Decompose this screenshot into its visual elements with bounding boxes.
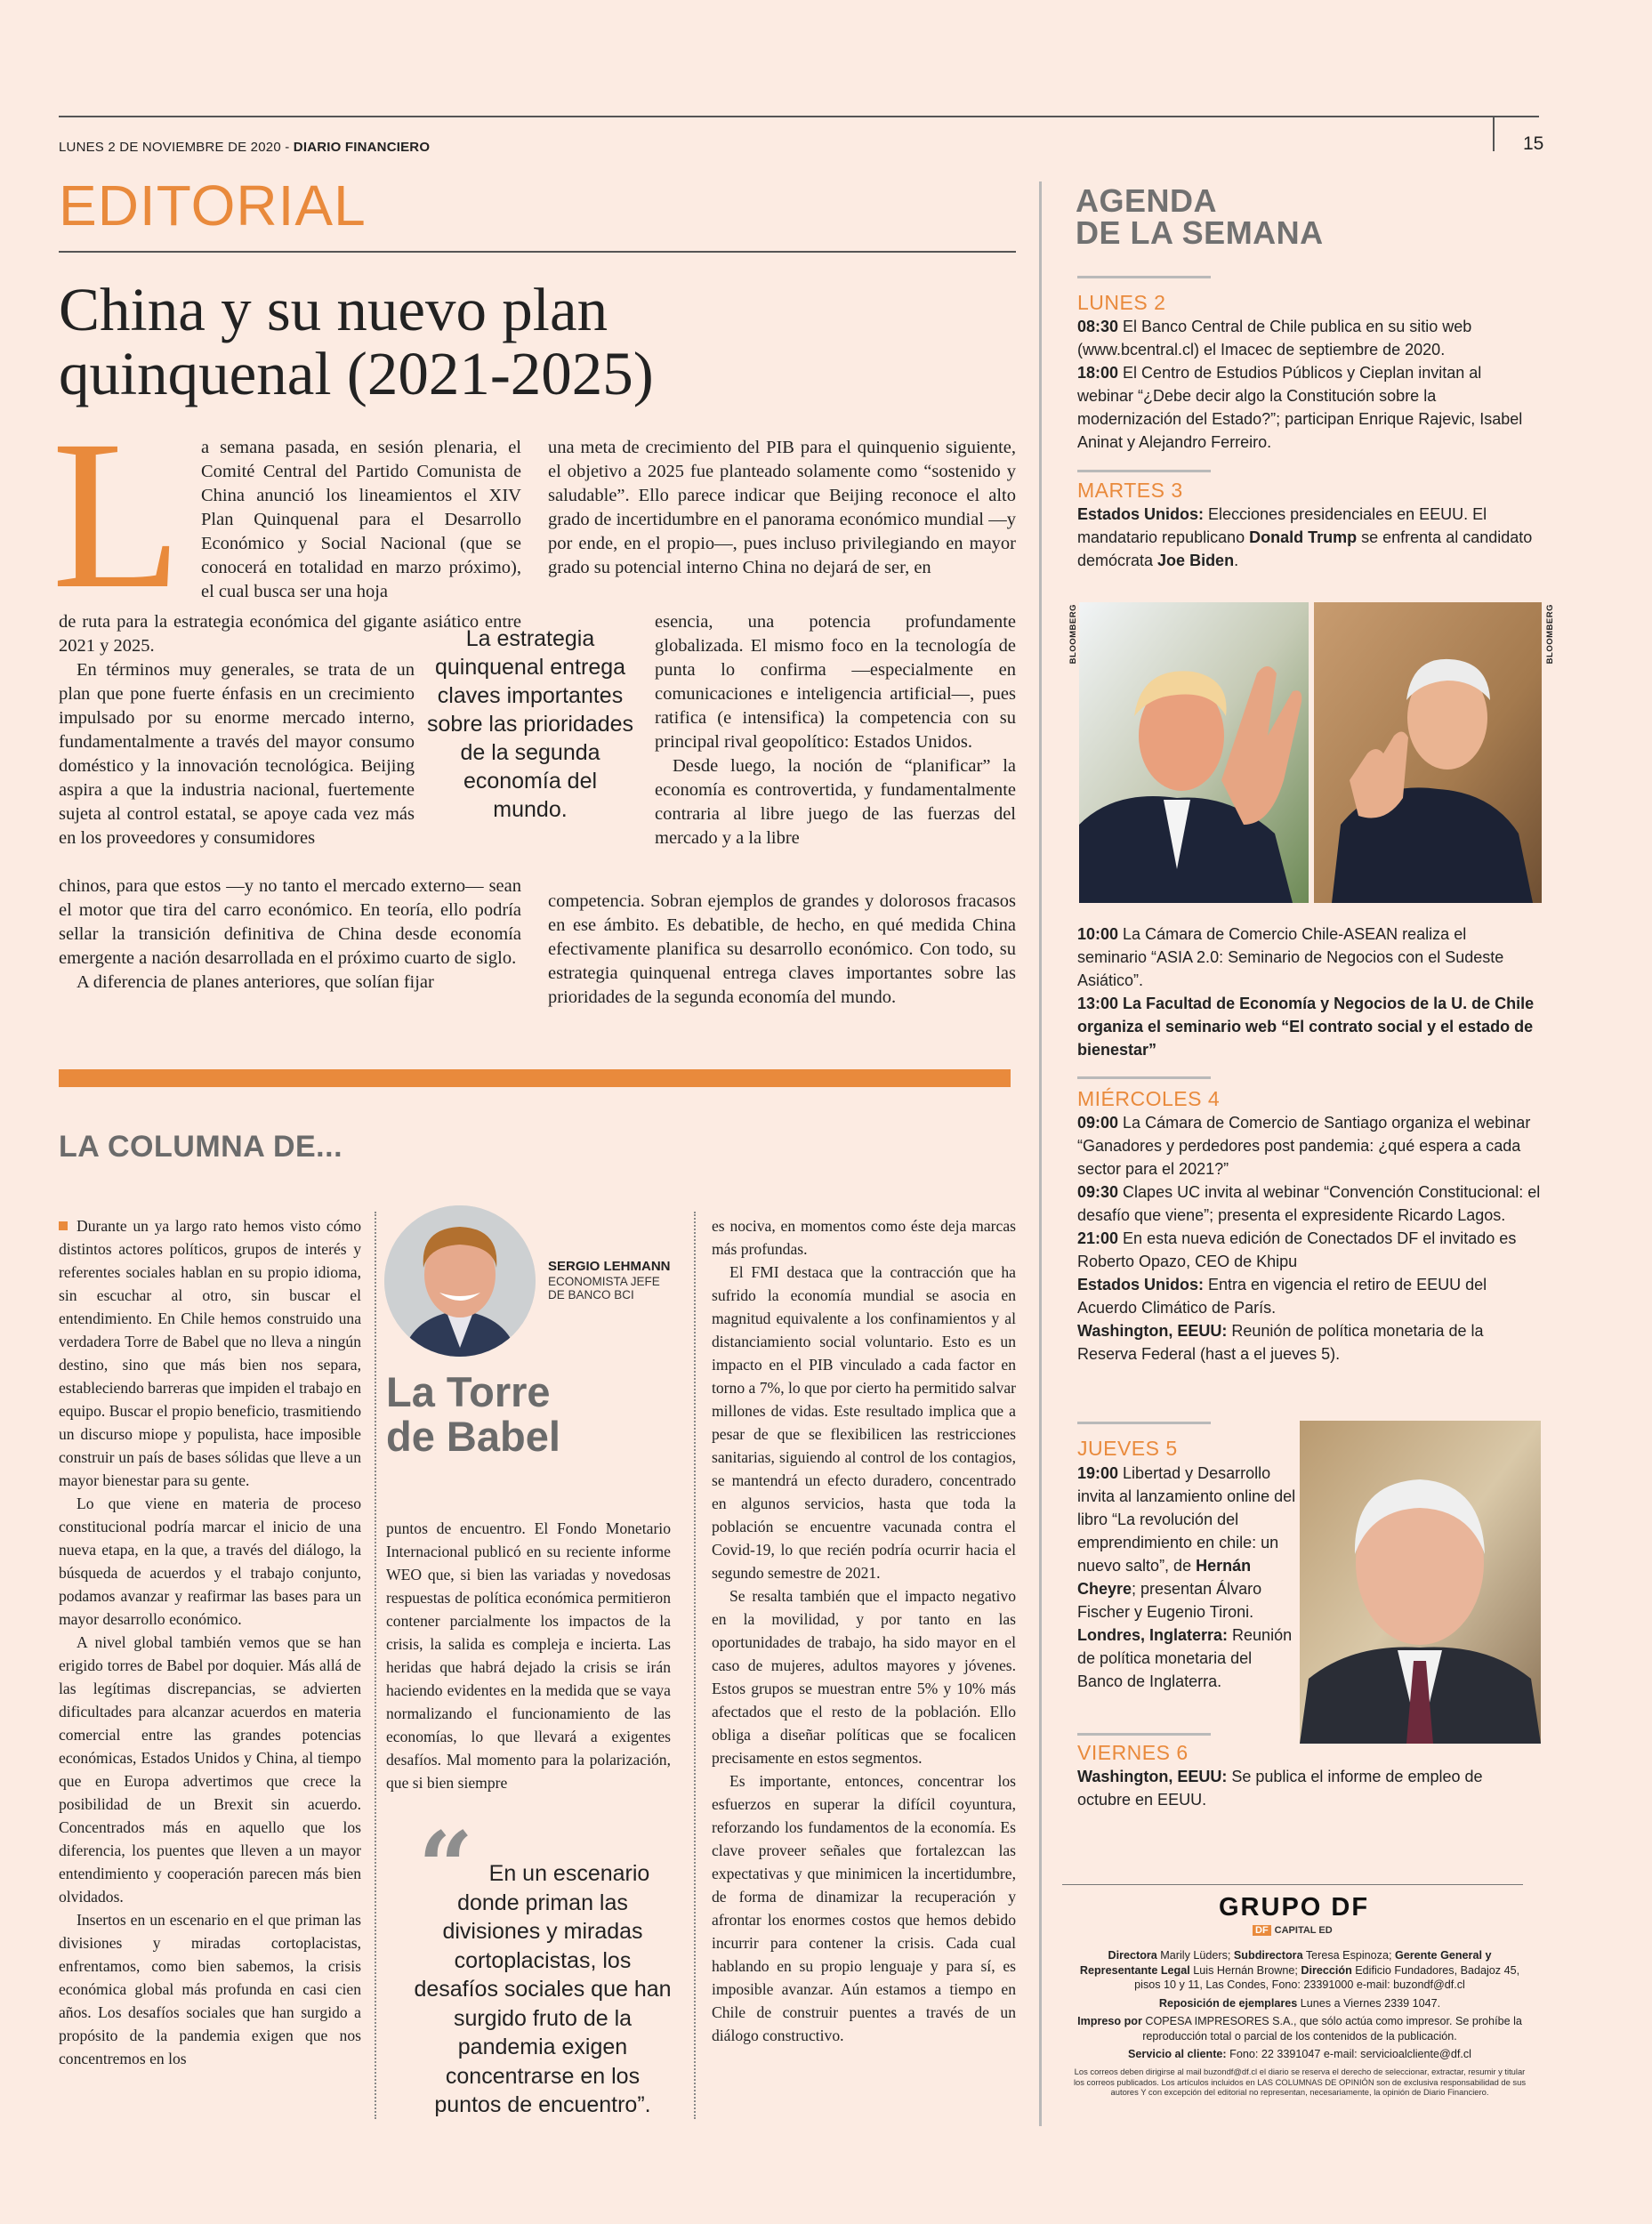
agenda-time: 13:00 <box>1077 995 1119 1012</box>
staff-line <box>1073 2014 1527 2043</box>
agenda-entry <box>1077 503 1540 572</box>
editorial-text-2c <box>548 890 1016 1010</box>
editorial-text-2a <box>548 436 1016 580</box>
agenda-entries-martes-2 <box>1077 923 1540 1061</box>
column-title-line-1: La Torre <box>386 1368 551 1415</box>
staff-rule <box>1062 1884 1523 1885</box>
paragraph: competencia. Sobran ejemplos de grandes y dolorosos fracasos en ese ámbito. Es debatible, de hecho, en qué medida China efectivamente planifica su desarrollo económico. Con todo, su estrategia quinquenal entrega claves importantes sobre las prioridades de la segunda economía del mundo. <box>548 891 1016 1007</box>
section-label-editorial: EDITORIAL <box>59 173 367 238</box>
fine-print: Los correos deben dirigirse al mail buzondf@df.cl el diario se reserva el derecho de seleccionar, extractar, resumir y titular los correos publicados. Los artículos incluidos en LAS COLUMNAS DE OPINIÓN son de exclusiva responsabilidad de sus autores Y con excepción del editorial no representan, necesariamente, la opinión de Diario Financiero. <box>1073 2067 1527 2097</box>
staff-fine-print <box>1073 2067 1527 2098</box>
staff-line <box>1073 2047 1527 2062</box>
paragraph: esencia, una potencia profundamente globalizada. El mismo foco en la tecnología de punta lo confirma —especialmente en comunicaciones e inteligencia artificial—, pues ratifica (e intensifica) la competencia con su principal rival geopolítico: Estados Unidos. <box>655 612 1016 752</box>
agenda-day-martes: MARTES 3 <box>1077 479 1183 502</box>
staff-label: Impreso por <box>1077 2015 1142 2027</box>
agenda-text: ; presentan Álvaro Fischer y Eugenio Tironi. <box>1077 1580 1262 1621</box>
paragraph: Se resalta también que el impacto negativo en la movilidad, y por tanto en las oportunidades de trabajo, ha sido mayor en el caso de mujeres, adultos mayores y jóvenes. Estos grupos se muestran entre 5% y 10% más afectados que el resto de la población. Ello obliga a diseñar políticas que se focalicen precisamente en estos segmentos. <box>712 1587 1016 1767</box>
agenda-text: En esta nueva edición de Conectados DF el invitado es Roberto Opazo, CEO de Khipu <box>1077 1229 1517 1270</box>
agenda-entry <box>1077 1111 1542 1180</box>
agenda-time: 18:00 <box>1077 364 1119 382</box>
agenda-divider <box>1039 181 1042 2126</box>
agenda-rule <box>1077 1733 1211 1736</box>
agenda-text: La Facultad de Economía y Negocios de la U. de Chile organiza el seminario web “El contrato social y el estado de bienestar” <box>1077 995 1535 1059</box>
agenda-day-viernes: VIERNES 6 <box>1077 1741 1189 1764</box>
agenda-entry <box>1077 1227 1542 1273</box>
editorial-rule <box>59 251 1016 253</box>
photo-credit: BLOOMBERG <box>1545 604 1555 665</box>
editorial-text-1d <box>59 874 521 995</box>
paragraph: El FMI destaca que la contracción que ha sufrido la economía mundial se asocia en magnitud equivalente a los confinamientos y al distanciamiento social voluntario. Esto es un impacto en el PIB vinculado a cada factor en torno a 7%, lo que por cierto ha permitido salvar millones de vidas. Este resultado implica que a pesar de que se flexibilicen las restricciones sanitarias, siguiendo al control de los contagios, se mantendrá un efecto duradero, concentrado en algunos servicios, hasta que toda la población se encuentre vacunada contra el Covid-19, lo que recién podría ocurrir hacia el segundo semestre de 2021. <box>712 1263 1016 1582</box>
staff-label: Subdirectora <box>1233 1949 1303 1962</box>
editorial-text-1a <box>201 436 521 604</box>
paragraph: Insertos en un escenario en el que priman las divisiones y miradas cortoplacistas, enfrentamos, como bien sabemos, la crisis económica global más profunda en casi cien años. Los desafíos sociales que han surgido a propósito de la pandemia exigen que nos concentremos en los <box>59 1911 361 2067</box>
agenda-name: Donald Trump <box>1249 528 1358 546</box>
column-text-2 <box>386 1517 671 1794</box>
agenda-rule <box>1077 1076 1211 1079</box>
staff-line <box>1073 1996 1527 2011</box>
paragraph: es nociva, en momentos como éste deja marcas más profundas. <box>712 1217 1016 1258</box>
agenda-entries-lunes <box>1077 315 1540 454</box>
agenda-text: se enfrenta al candidato demócrata <box>1077 528 1533 569</box>
editorial-text-1c <box>59 658 415 850</box>
headline-line-2: quinquenal (2021-2025) <box>59 340 654 407</box>
agenda-entry <box>1077 1765 1540 1811</box>
agenda-place: Washington, EEUU: <box>1077 1768 1228 1785</box>
paragraph: chinos, para que estos —y no tanto el mercado externo— sean el motor que tira del carro económico. En teoría, ello podría sellar la transición definitiva de China desde economía emergente a nación desarrollada en el próximo cuarto de siglo. <box>59 876 521 968</box>
agenda-time: 09:30 <box>1077 1183 1119 1201</box>
paragraph: a semana pasada, en sesión plenaria, el Comité Central del Partido Comunista de China anunció los lineamientos el XIV Plan Quinquenal para el Desarrollo Económico y Social Nacional (que se conocerá en totalidad en marzo próximo), el cual busca ser una hoja <box>201 438 521 601</box>
paragraph-text: Durante un ya largo rato hemos visto cómo distintos actores políticos, grupos de interés y referentes sociales hablan en su propio idioma, sin escuchar al otro, sin buscar el entendimiento. En Chile hemos construido una verdadera Torre de Babel que no lleva a ningún destino, sino que más bien nos separa, estableciendo barreras que impiden el trabajo en equipo. Buscar el propio beneficio, trasmitiendo un discurso miope y populista, hace imposible construir un país de bases sólidas que lleve a un mayor bienestar para su gente. <box>59 1217 361 1489</box>
agenda-entry <box>1077 1624 1298 1693</box>
column-text-3 <box>712 1214 1016 2047</box>
bullet-icon <box>59 1221 68 1230</box>
staff-value: Lunes a Viernes 2339 1047. <box>1297 1996 1441 2010</box>
agenda-text: Elecciones presidenciales en EEUU. El mandatario republicano <box>1077 505 1487 546</box>
agenda-text: La Cámara de Comercio de Santiago organiza el webinar “Ganadores y perdedores post pandemia: ¿qué espera a cada sector para el 2021?” <box>1077 1114 1531 1178</box>
agenda-entry <box>1077 992 1540 1061</box>
agenda-place: Washington, EEUU: <box>1077 1322 1228 1340</box>
section-label-column: LA COLUMNA DE... <box>59 1130 343 1164</box>
column-pull-quote: En un escenario donde priman las divisiones y miradas cortoplacistas, los desafíos sociales que han surgido fruto de la pandemia exigen concentrarse en los puntos de encuentro”. <box>414 1861 672 2117</box>
agenda-entry <box>1077 1319 1542 1366</box>
staff-label: Reposición de ejemplares <box>1158 1996 1298 2010</box>
editorial-text-2b <box>655 610 1016 850</box>
agenda-entry <box>1077 1462 1298 1624</box>
agenda-rule <box>1077 470 1211 472</box>
agenda-entry <box>1077 1180 1542 1227</box>
agenda-title-line-1: AGENDA <box>1076 182 1218 219</box>
agenda-time: 10:00 <box>1077 925 1119 943</box>
agenda-text: Se publica el informe de empleo de octubre en EEUU. <box>1077 1768 1483 1809</box>
staff-line <box>1073 1948 1527 1993</box>
agenda-text: La Cámara de Comercio Chile-ASEAN realiza el seminario “ASIA 2.0: Seminario de Negocios con el Sudeste Asiático”. <box>1077 925 1504 989</box>
column-title-line-2: de Babel <box>386 1413 560 1460</box>
agenda-text: Reunión de política monetaria de la Reserva Federal (hast a el jueves 5). <box>1077 1322 1484 1363</box>
paragraph: A nivel global también vemos que se han erigido torres de Babel por doquier. Más allá de las legítimas discrepancias, se advierten dificultades para alcanzar acuerdos en materia comercial entre las grandes potencias económicas, Estados Unidos y China, al tiempo que en Europa advertimos que crece la posibilidad de un Brexit sin acuerdo. Concentrados más en aquello que los diferencia, los puentes que lleven a un mayor entendimiento y cooperación parecen más bien olvidados. <box>59 1633 361 1906</box>
column-text-1 <box>59 1214 361 2070</box>
staff-value: Edificio Fundadores, Badajoz 45, pisos 10 y 11, Las Condes, Fono: 23391000 e-mail: buzondf@df.cl <box>1134 1963 1520 1991</box>
paragraph: Desde luego, la noción de “planificar” la economía es controvertida, y fundamentalmente contraria al libre juego de las fuerzas del mercado y a la libre <box>655 756 1016 848</box>
editorial-pull-quote: La estrategia quinquenal entrega claves importantes sobre las prioridades de la segunda economía del mundo. <box>426 626 634 822</box>
agenda-place: Estados Unidos: <box>1077 1276 1205 1293</box>
agenda-entries-martes <box>1077 503 1540 572</box>
headline-line-1: China y su nuevo plan <box>59 276 608 343</box>
df-logo: DF <box>1253 1925 1271 1936</box>
paper-name: DIARIO FINANCIERO <box>293 140 431 155</box>
staff-value: Luis Hernán Browne; <box>1189 1963 1301 1977</box>
agenda-time: 08:30 <box>1077 318 1119 335</box>
agenda-rule <box>1077 276 1211 278</box>
agenda-text: Clapes UC invita al webinar “Convención Constitucional: el desafío que viene”; presenta el expresidente Ricardo Lagos. <box>1077 1183 1541 1224</box>
agenda-entry <box>1077 1273 1542 1319</box>
paragraph: puntos de encuentro. El Fondo Monetario Internacional publicó en su reciente informe WEO que, si bien las variadas y novedosas respuestas de política económica permitieron contener parcialmente los impactos de la crisis, la salida es compleja e incierta. Las heridas que habrá dejado la crisis se irán haciendo evidentes en la medida que se vaya normalizando el funcionamiento de las economías, lo que llevará a exigentes desafíos. Mal momento para la polarización, que si bien siempre <box>386 1519 671 1792</box>
agenda-entries-jueves <box>1077 1462 1298 1693</box>
agenda-text: Entra en vigencia el retiro de EEUU del Acuerdo Climático de París. <box>1077 1276 1487 1317</box>
photo-credit: BLOOMBERG <box>1068 604 1078 665</box>
sub-brands <box>1253 1925 1333 1936</box>
agenda-rule <box>1077 1422 1211 1424</box>
agenda-name: Joe Biden <box>1157 552 1235 569</box>
paragraph: A diferencia de planes anteriores, que solían fijar <box>77 972 434 992</box>
agenda-name: Hernán Cheyre <box>1077 1557 1252 1598</box>
agenda-time: 09:00 <box>1077 1114 1119 1132</box>
agenda-text: Reunión de política monetaria del Banco de Inglaterra. <box>1077 1626 1293 1690</box>
author-photo <box>384 1205 536 1357</box>
staff-value: Marily Lüders; <box>1156 1949 1234 1962</box>
capital-logo: CAPITAL <box>1274 1925 1317 1936</box>
section-divider-bar <box>59 1069 1011 1087</box>
paragraph: Lo que viene en materia de proceso constitucional podría marcar el inicio de una nueva etapa, en la que, a través del diálogo, la búsqueda de acuerdos y el trabajo conjunto, podamos avanzar y reafirmar las bases para un mayor desarrollo económico. <box>59 1495 361 1628</box>
author-role: ECONOMISTA JEFE DE BANCO BCI <box>548 1275 660 1301</box>
column-divider <box>694 1212 696 2119</box>
agenda-day-lunes: LUNES 2 <box>1077 291 1166 314</box>
paragraph: En términos muy generales, se trata de un plan que pone fuerte énfasis en un crecimiento impulsado por su enorme mercado interno, fundamentalmente a través del mayor consumo doméstico y la innovación tecnológica. Beijing aspira a que la industria nacional, fuertemente sujeta al control estatal, se apoye cada vez más en los proveedores y consumidores <box>59 660 415 848</box>
drop-cap: L <box>52 396 182 633</box>
paragraph: Es importante, entonces, concentrar los esfuerzos en superar la difícil coyuntura, reforzando los fundamentos de la economía. Es clave proveer señales que fortalezcan las expectativas y que minimicen la incertidumbre, de forma de dinamizar la recuperación y afrontar los enormes costos que hemos debido incurrir para contener la crisis. Cada cual hablando en su propio lenguaje y para sí, es imposible avanzar. Aún estamos a tiempo en Chile de construir puentes a través de un diálogo constructivo. <box>712 1772 1016 2044</box>
staff-label: Gerente General y Representante Legal <box>1079 1949 1492 1977</box>
agenda-time: 19:00 <box>1077 1464 1119 1482</box>
agenda-text: El Banco Central de Chile publica en su sitio web (www.bcentral.cl) el Imacec de septiembre de 2020. <box>1077 318 1472 359</box>
author-name: SERGIO LEHMANN <box>548 1259 671 1274</box>
agenda-entry <box>1077 923 1540 992</box>
staff-value: Teresa Espinoza; <box>1302 1949 1395 1962</box>
agenda-title-line-2: DE LA SEMANA <box>1076 214 1324 251</box>
column-divider <box>375 1212 376 2119</box>
agenda-text: . <box>1234 552 1239 569</box>
photo-donald-trump <box>1079 602 1309 903</box>
agenda-text: El Centro de Estudios Públicos y Cieplan invitan al webinar “¿Debe decir algo la Constitución sobre la modernización del Estado?”; participan Enrique Rajevic, Isabel Aninat y Alejandro Ferreiro. <box>1077 364 1523 451</box>
quote-mark-icon: “ <box>418 1811 474 1923</box>
staff-label: Directora <box>1108 1949 1157 1962</box>
paragraph: de ruta para la estrategia económica del gigante asiático entre 2021 y 2025. <box>59 612 521 656</box>
paragraph <box>59 1214 361 1492</box>
staff-label: Dirección <box>1301 1963 1352 1977</box>
date: LUNES 2 DE NOVIEMBRE DE 2020 - <box>59 140 294 155</box>
dateline <box>59 140 430 155</box>
staff-label: Servicio al cliente: <box>1128 2048 1227 2060</box>
top-rule <box>59 116 1539 117</box>
agenda-day-miercoles: MIÉRCOLES 4 <box>1077 1087 1221 1110</box>
agenda-day-jueves: JUEVES 5 <box>1077 1437 1178 1460</box>
agenda-title <box>1076 182 1324 251</box>
agenda-entries-miercoles <box>1077 1111 1542 1366</box>
page-number: 15 <box>1523 133 1544 154</box>
top-tick <box>1493 117 1495 151</box>
staff-credits <box>1073 1948 1527 2066</box>
agenda-place: Londres, Inglaterra: <box>1077 1626 1229 1644</box>
agenda-entries-viernes <box>1077 1765 1540 1811</box>
photo-hernan-cheyre <box>1300 1421 1541 1744</box>
headline <box>59 278 1002 406</box>
grupo-df-logo: GRUPO DF <box>1219 1893 1370 1922</box>
agenda-time: 21:00 <box>1077 1229 1119 1247</box>
agenda-entry <box>1077 361 1540 454</box>
column-title <box>386 1370 560 1459</box>
staff-value: Fono: 22 3391047 e-mail: servicioalcliente@df.cl <box>1226 2048 1471 2060</box>
photo-joe-biden <box>1314 602 1542 903</box>
agenda-place: Estados Unidos: <box>1077 505 1205 523</box>
paragraph: una meta de crecimiento del PIB para el quinquenio siguiente, el objetivo a 2025 fue planteado solamente como “sostenido y saludable”. Ello parece indicar que Beijing reconoce el alto grado de incertidumbre en el panorama económico mundial —y por ende, en el propio—, pues incluso privilegiando en mayor grado su potencial interno China no dejará de ser, en <box>548 438 1016 577</box>
agenda-text: Libertad y Desarrollo invita al lanzamiento online del libro “La revolución del emprendimiento en chile: un nuevo salto”, de <box>1077 1464 1296 1575</box>
staff-value: COPESA IMPRESORES S.A., que sólo actúa como impresor. Se prohíbe la reproducción total o parcial de los contenidos de la publicación. <box>1141 2015 1522 2043</box>
ed-logo: ED <box>1318 1925 1333 1936</box>
agenda-entry <box>1077 315 1540 361</box>
